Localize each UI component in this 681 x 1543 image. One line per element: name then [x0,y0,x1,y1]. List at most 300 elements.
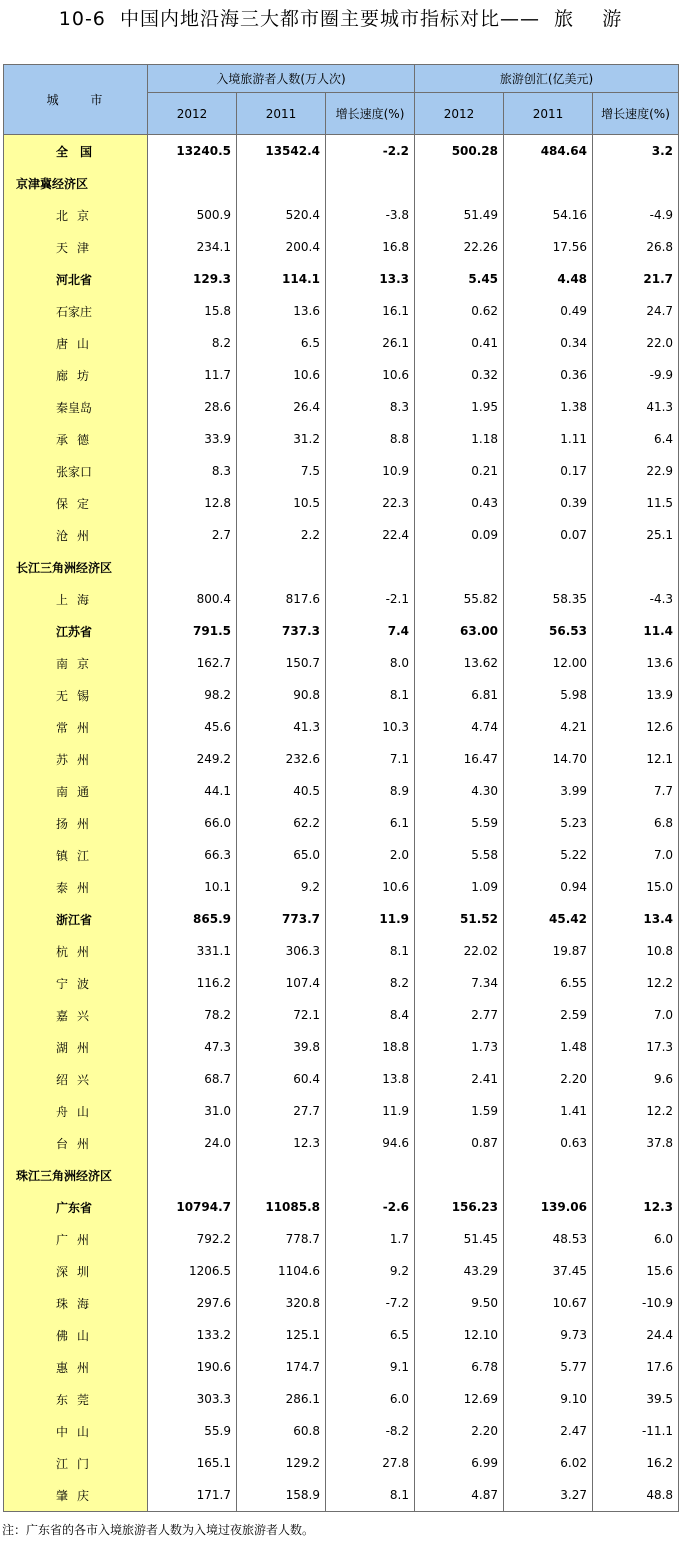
cell-revenue-2011: 56.53 [504,615,593,647]
row-label: 浙江省 [4,903,148,935]
cell-tourists-growth: 13.3 [326,263,415,295]
cell-revenue-2012: 5.59 [415,807,504,839]
cell-tourists-growth: -7.2 [326,1287,415,1319]
row-label: 江苏省 [4,615,148,647]
table-row [4,423,679,455]
cell-tourists-2012: 10794.7 [148,1191,237,1223]
row-label: 天津 [4,231,148,263]
cell-revenue-2012: 12.69 [415,1383,504,1415]
cell-revenue-growth: 7.0 [593,839,679,871]
cell-revenue-growth: 3.2 [593,135,679,168]
cell-revenue-2012 [415,1159,504,1191]
table-row [4,1255,679,1287]
cell-revenue-2012: 6.99 [415,1447,504,1479]
cell-revenue-2011: 10.67 [504,1287,593,1319]
table-row [4,647,679,679]
cell-tourists-growth: 94.6 [326,1127,415,1159]
row-label: 湖州 [4,1031,148,1063]
cell-tourists-2012: 331.1 [148,935,237,967]
cell-tourists-growth [326,1159,415,1191]
cell-tourists-2012: 68.7 [148,1063,237,1095]
table-row [4,551,679,583]
cell-tourists-2011: 2.2 [237,519,326,551]
table-row [4,391,679,423]
cell-tourists-2011: 174.7 [237,1351,326,1383]
cell-revenue-2011: 484.64 [504,135,593,168]
cell-revenue-2012: 0.41 [415,327,504,359]
table-row [4,295,679,327]
cell-revenue-2011: 37.45 [504,1255,593,1287]
table-row [4,1127,679,1159]
cell-tourists-growth: 8.4 [326,999,415,1031]
cell-revenue-2012: 1.73 [415,1031,504,1063]
cell-revenue-2011: 6.55 [504,967,593,999]
row-label: 无锡 [4,679,148,711]
cell-tourists-2012: 98.2 [148,679,237,711]
table-row [4,327,679,359]
cell-tourists-2012: 865.9 [148,903,237,935]
row-label: 河北省 [4,263,148,295]
cell-revenue-2012: 4.74 [415,711,504,743]
table-row [4,935,679,967]
table-row [4,903,679,935]
cell-revenue-growth [593,167,679,199]
cell-revenue-2011: 2.20 [504,1063,593,1095]
cell-tourists-2011 [237,1159,326,1191]
cell-tourists-2012: 66.0 [148,807,237,839]
cell-tourists-growth: 2.0 [326,839,415,871]
cell-tourists-2011: 6.5 [237,327,326,359]
row-label: 绍兴 [4,1063,148,1095]
footnote: 注：广东省的各市入境旅游者人数为入境过夜旅游者人数。 [2,1523,315,1537]
cell-revenue-growth: 41.3 [593,391,679,423]
cell-revenue-growth: 22.9 [593,455,679,487]
cell-tourists-2011: 13.6 [237,295,326,327]
tourism-comparison-table [3,64,679,1512]
cell-revenue-2011: 3.99 [504,775,593,807]
cell-revenue-growth: 11.4 [593,615,679,647]
city-column-header: 城 市 [4,65,148,135]
cell-tourists-growth: 8.1 [326,679,415,711]
cell-revenue-2012 [415,551,504,583]
cell-revenue-2011: 0.07 [504,519,593,551]
cell-revenue-growth: 25.1 [593,519,679,551]
row-label: 镇江 [4,839,148,871]
cell-tourists-2011: 13542.4 [237,135,326,168]
row-label: 泰州 [4,871,148,903]
cell-tourists-2012: 10.1 [148,871,237,903]
cell-revenue-2012: 500.28 [415,135,504,168]
cell-tourists-2011 [237,167,326,199]
cell-tourists-2011: 10.5 [237,487,326,519]
cell-revenue-growth: -11.1 [593,1415,679,1447]
cell-tourists-2011: 107.4 [237,967,326,999]
cell-tourists-growth: 8.8 [326,423,415,455]
cell-tourists-growth: -3.8 [326,199,415,231]
row-label: 嘉兴 [4,999,148,1031]
cell-revenue-2011: 4.21 [504,711,593,743]
table-row [4,135,679,168]
cell-tourists-2011: 1104.6 [237,1255,326,1287]
cell-tourists-growth: 8.1 [326,935,415,967]
cell-tourists-growth: 22.3 [326,487,415,519]
cell-tourists-2011: 306.3 [237,935,326,967]
table-body [4,135,679,1512]
cell-tourists-growth: 10.9 [326,455,415,487]
cell-revenue-growth: 12.2 [593,1095,679,1127]
cell-revenue-growth [593,551,679,583]
cell-revenue-2011: 58.35 [504,583,593,615]
row-label: 北京 [4,199,148,231]
cell-tourists-2012: 303.3 [148,1383,237,1415]
cell-revenue-growth: 13.9 [593,679,679,711]
sub-header-2012-tourists: 2012 [148,93,237,135]
cell-revenue-2011: 3.27 [504,1479,593,1512]
cell-tourists-2011: 150.7 [237,647,326,679]
cell-revenue-growth: 22.0 [593,327,679,359]
cell-revenue-2012: 2.20 [415,1415,504,1447]
table-row [4,519,679,551]
cell-revenue-growth: 15.6 [593,1255,679,1287]
cell-tourists-2011: 7.5 [237,455,326,487]
cell-revenue-2011: 9.73 [504,1319,593,1351]
cell-tourists-2012: 1206.5 [148,1255,237,1287]
row-label: 保定 [4,487,148,519]
cell-revenue-2011: 45.42 [504,903,593,935]
cell-tourists-2012: 249.2 [148,743,237,775]
cell-revenue-growth: -4.9 [593,199,679,231]
cell-tourists-2012 [148,167,237,199]
cell-tourists-2011: 125.1 [237,1319,326,1351]
cell-revenue-2011: 6.02 [504,1447,593,1479]
cell-revenue-2011: 9.10 [504,1383,593,1415]
cell-tourists-growth: 8.2 [326,967,415,999]
row-label: 扬州 [4,807,148,839]
tourism-revenue-header: 旅游创汇(亿美元) [415,65,679,93]
cell-revenue-growth: 13.6 [593,647,679,679]
row-label: 杭州 [4,935,148,967]
cell-revenue-2011: 5.98 [504,679,593,711]
cell-tourists-2012: 792.2 [148,1223,237,1255]
cell-revenue-2012: 4.87 [415,1479,504,1512]
cell-tourists-2011: 200.4 [237,231,326,263]
row-label: 江门 [4,1447,148,1479]
cell-revenue-growth: 12.3 [593,1191,679,1223]
cell-revenue-2012: 1.18 [415,423,504,455]
cell-revenue-2011: 0.17 [504,455,593,487]
cell-revenue-2012: 51.45 [415,1223,504,1255]
cell-tourists-growth [326,551,415,583]
cell-revenue-2011: 0.94 [504,871,593,903]
cell-tourists-growth: 8.9 [326,775,415,807]
table-row [4,807,679,839]
cell-tourists-2011: 232.6 [237,743,326,775]
cell-tourists-2012: 500.9 [148,199,237,231]
cell-revenue-growth: 6.0 [593,1223,679,1255]
cell-tourists-2012: 12.8 [148,487,237,519]
cell-tourists-2012: 2.7 [148,519,237,551]
cell-tourists-2012: 800.4 [148,583,237,615]
row-label: 常州 [4,711,148,743]
cell-revenue-growth: 21.7 [593,263,679,295]
cell-tourists-2012: 190.6 [148,1351,237,1383]
cell-tourists-2012: 234.1 [148,231,237,263]
cell-tourists-2011: 12.3 [237,1127,326,1159]
cell-revenue-2011: 54.16 [504,199,593,231]
row-label: 南通 [4,775,148,807]
table-row [4,583,679,615]
cell-revenue-2012: 22.02 [415,935,504,967]
cell-tourists-2011: 286.1 [237,1383,326,1415]
cell-tourists-2011: 737.3 [237,615,326,647]
row-label: 中山 [4,1415,148,1447]
cell-revenue-2012: 0.62 [415,295,504,327]
cell-revenue-2012: 51.52 [415,903,504,935]
cell-revenue-growth: -4.3 [593,583,679,615]
cell-revenue-2011: 1.11 [504,423,593,455]
sub-header-growth-revenue: 增长速度(%) [593,93,679,135]
cell-tourists-2012 [148,1159,237,1191]
table-row [4,1159,679,1191]
cell-revenue-2012: 0.87 [415,1127,504,1159]
cell-tourists-2012: 171.7 [148,1479,237,1512]
cell-tourists-2011: 129.2 [237,1447,326,1479]
cell-revenue-2012: 0.32 [415,359,504,391]
cell-revenue-2012: 0.43 [415,487,504,519]
cell-revenue-2012: 1.09 [415,871,504,903]
cell-revenue-growth: 9.6 [593,1063,679,1095]
cell-revenue-2012: 156.23 [415,1191,504,1223]
cell-tourists-2011: 778.7 [237,1223,326,1255]
cell-revenue-2012: 5.45 [415,263,504,295]
cell-tourists-growth: 16.1 [326,295,415,327]
row-label: 长江三角洲经济区 [4,551,148,583]
row-label: 承德 [4,423,148,455]
cell-tourists-growth: -2.1 [326,583,415,615]
cell-tourists-2012: 162.7 [148,647,237,679]
cell-revenue-growth: 24.4 [593,1319,679,1351]
cell-tourists-growth: 9.1 [326,1351,415,1383]
row-label: 苏州 [4,743,148,775]
cell-tourists-growth: 9.2 [326,1255,415,1287]
cell-revenue-growth: 39.5 [593,1383,679,1415]
cell-tourists-2012: 47.3 [148,1031,237,1063]
cell-revenue-growth: -9.9 [593,359,679,391]
cell-revenue-2012: 12.10 [415,1319,504,1351]
row-label: 京津冀经济区 [4,167,148,199]
cell-revenue-2011: 2.47 [504,1415,593,1447]
cell-tourists-2011: 114.1 [237,263,326,295]
row-label: 全国 [4,135,148,168]
row-label: 秦皇岛 [4,391,148,423]
table-row [4,1191,679,1223]
cell-revenue-growth: 24.7 [593,295,679,327]
cell-revenue-growth: 7.7 [593,775,679,807]
cell-revenue-growth: 7.0 [593,999,679,1031]
row-label: 南京 [4,647,148,679]
cell-tourists-growth: 6.1 [326,807,415,839]
row-label: 深圳 [4,1255,148,1287]
table-row [4,1479,679,1512]
cell-tourists-2011: 31.2 [237,423,326,455]
sub-header-growth-tourists: 增长速度(%) [326,93,415,135]
cell-tourists-growth: 11.9 [326,903,415,935]
cell-revenue-growth: 17.6 [593,1351,679,1383]
cell-tourists-2011: 60.4 [237,1063,326,1095]
cell-revenue-growth: 12.2 [593,967,679,999]
cell-tourists-2011: 10.6 [237,359,326,391]
row-label: 沧州 [4,519,148,551]
cell-tourists-2012: 44.1 [148,775,237,807]
cell-tourists-2011: 90.8 [237,679,326,711]
cell-tourists-2012: 8.3 [148,455,237,487]
table-row [4,359,679,391]
cell-revenue-2011: 0.39 [504,487,593,519]
table-row [4,1319,679,1351]
cell-revenue-2011: 14.70 [504,743,593,775]
table-row [4,711,679,743]
page-title: 10-6 中国内地沿海三大都市圈主要城市指标对比—— 旅 游 [58,8,623,30]
row-label: 宁波 [4,967,148,999]
cell-revenue-2012: 6.81 [415,679,504,711]
cell-revenue-growth: 17.3 [593,1031,679,1063]
cell-tourists-growth: -8.2 [326,1415,415,1447]
cell-tourists-2011: 60.8 [237,1415,326,1447]
row-label: 珠海 [4,1287,148,1319]
cell-revenue-growth: 13.4 [593,903,679,935]
cell-tourists-2012: 66.3 [148,839,237,871]
cell-revenue-2012: 16.47 [415,743,504,775]
sub-header-2012-revenue: 2012 [415,93,504,135]
cell-revenue-2012: 5.58 [415,839,504,871]
cell-revenue-2011: 1.48 [504,1031,593,1063]
cell-tourists-growth: 6.5 [326,1319,415,1351]
table-row [4,839,679,871]
cell-revenue-2011: 5.22 [504,839,593,871]
cell-revenue-2011 [504,1159,593,1191]
cell-tourists-2011: 40.5 [237,775,326,807]
cell-tourists-growth: 10.6 [326,871,415,903]
table-row [4,1031,679,1063]
cell-tourists-2011: 773.7 [237,903,326,935]
cell-tourists-2012: 55.9 [148,1415,237,1447]
cell-revenue-2012: 2.77 [415,999,504,1031]
cell-tourists-growth: 13.8 [326,1063,415,1095]
cell-revenue-2011: 12.00 [504,647,593,679]
cell-tourists-2012: 15.8 [148,295,237,327]
cell-revenue-2011: 19.87 [504,935,593,967]
cell-tourists-growth: 26.1 [326,327,415,359]
cell-tourists-growth: 8.0 [326,647,415,679]
row-label: 惠州 [4,1351,148,1383]
cell-revenue-2011: 17.56 [504,231,593,263]
table-row [4,1447,679,1479]
cell-tourists-growth: 1.7 [326,1223,415,1255]
row-label: 舟山 [4,1095,148,1127]
cell-tourists-growth: 11.9 [326,1095,415,1127]
cell-tourists-2011: 62.2 [237,807,326,839]
cell-revenue-2011: 0.63 [504,1127,593,1159]
table-row [4,679,679,711]
table-row [4,1223,679,1255]
row-label: 张家口 [4,455,148,487]
cell-tourists-growth: 7.1 [326,743,415,775]
cell-revenue-growth: 37.8 [593,1127,679,1159]
cell-revenue-2012 [415,167,504,199]
cell-tourists-growth: 8.1 [326,1479,415,1512]
cell-revenue-2012: 2.41 [415,1063,504,1095]
cell-tourists-2012: 116.2 [148,967,237,999]
row-label: 广东省 [4,1191,148,1223]
cell-tourists-growth: 6.0 [326,1383,415,1415]
row-label: 佛山 [4,1319,148,1351]
cell-tourists-2011: 27.7 [237,1095,326,1127]
cell-tourists-2011: 817.6 [237,583,326,615]
cell-tourists-2011: 158.9 [237,1479,326,1512]
cell-tourists-growth [326,167,415,199]
cell-tourists-2012: 133.2 [148,1319,237,1351]
cell-tourists-growth: 10.6 [326,359,415,391]
cell-tourists-2012: 33.9 [148,423,237,455]
cell-revenue-2012: 7.34 [415,967,504,999]
cell-tourists-2012: 31.0 [148,1095,237,1127]
table-row [4,1287,679,1319]
table-row [4,199,679,231]
cell-revenue-2012: 55.82 [415,583,504,615]
cell-revenue-2011: 1.38 [504,391,593,423]
row-label: 唐山 [4,327,148,359]
row-label: 东莞 [4,1383,148,1415]
cell-tourists-growth: 10.3 [326,711,415,743]
cell-tourists-2012 [148,551,237,583]
table-row [4,1383,679,1415]
cell-revenue-2011: 5.23 [504,807,593,839]
cell-revenue-growth [593,1159,679,1191]
cell-revenue-2011 [504,167,593,199]
cell-tourists-2011: 39.8 [237,1031,326,1063]
cell-revenue-growth: 6.8 [593,807,679,839]
cell-revenue-2012: 22.26 [415,231,504,263]
cell-revenue-growth: 48.8 [593,1479,679,1512]
table-row [4,1095,679,1127]
cell-tourists-2011: 26.4 [237,391,326,423]
cell-revenue-growth: 6.4 [593,423,679,455]
row-label: 广州 [4,1223,148,1255]
cell-tourists-growth: 27.8 [326,1447,415,1479]
cell-tourists-2012: 791.5 [148,615,237,647]
table-row [4,775,679,807]
cell-revenue-2011: 5.77 [504,1351,593,1383]
cell-tourists-2011: 65.0 [237,839,326,871]
table-row [4,1063,679,1095]
cell-revenue-2011: 4.48 [504,263,593,295]
cell-tourists-2011: 11085.8 [237,1191,326,1223]
cell-tourists-2011: 72.1 [237,999,326,1031]
cell-revenue-2012: 1.95 [415,391,504,423]
row-label: 上海 [4,583,148,615]
cell-tourists-2012: 24.0 [148,1127,237,1159]
cell-tourists-growth: 8.3 [326,391,415,423]
cell-revenue-2012: 43.29 [415,1255,504,1287]
cell-revenue-2012: 1.59 [415,1095,504,1127]
cell-revenue-growth: 11.5 [593,487,679,519]
row-label: 台州 [4,1127,148,1159]
cell-revenue-growth: 10.8 [593,935,679,967]
table-row [4,615,679,647]
cell-revenue-growth: -10.9 [593,1287,679,1319]
table-row [4,999,679,1031]
cell-tourists-growth: 7.4 [326,615,415,647]
